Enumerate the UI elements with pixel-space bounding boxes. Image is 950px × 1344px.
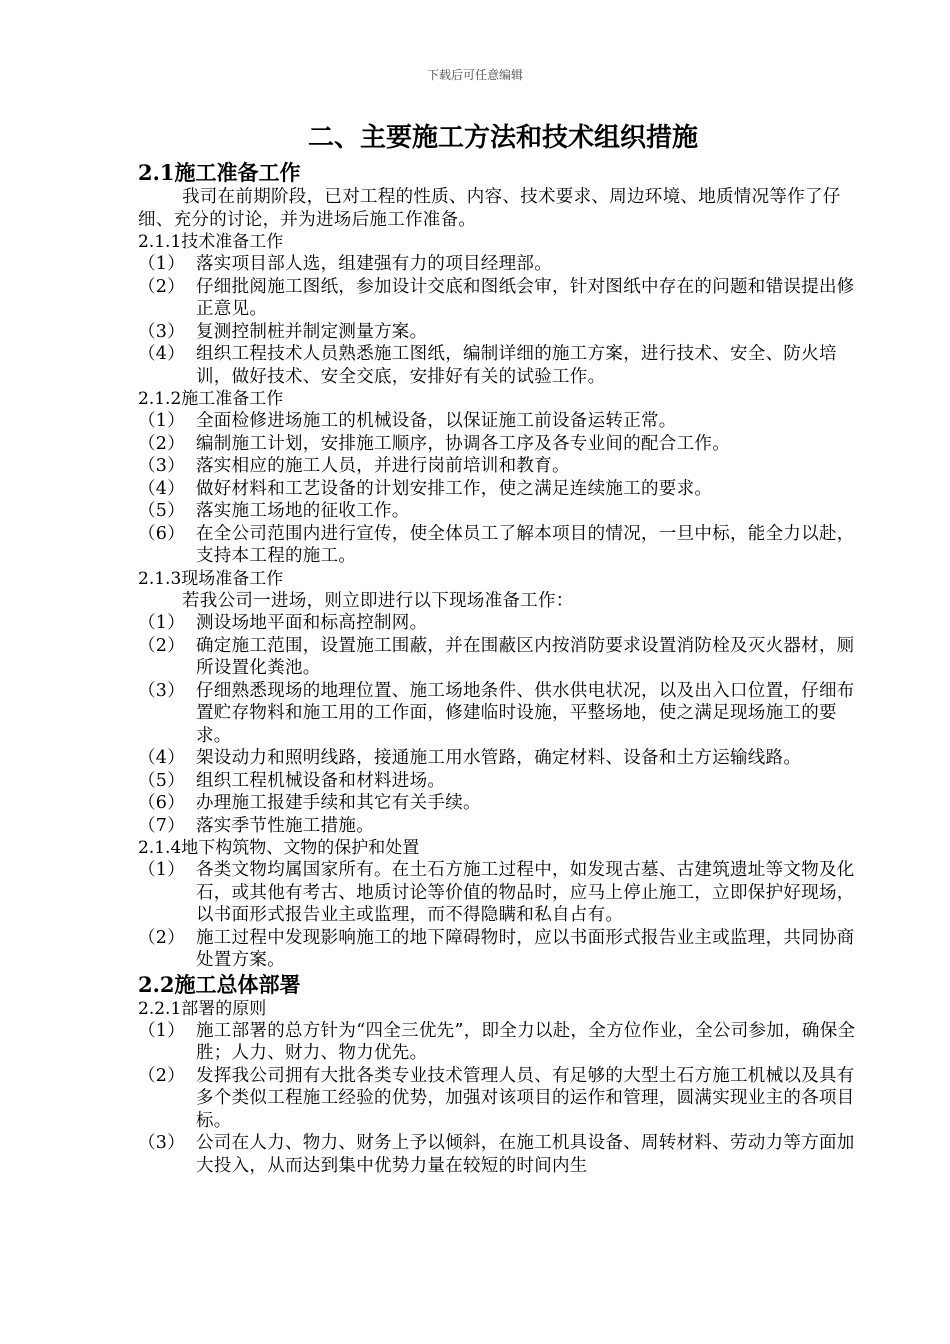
item-number: （5）: [138, 770, 186, 791]
item-text: 编制施工计划，安排施工顺序，协调各工序及各专业间的配合工作。: [196, 433, 730, 454]
list-item: [138, 343, 868, 388]
list-item: [138, 1020, 868, 1065]
subsection-intro: 若我公司一进场，则立即进行以下现场准备工作：: [182, 590, 574, 611]
item-text: 测设场地平面和标高控制网。: [196, 613, 428, 633]
item-number: （6）: [138, 793, 186, 813]
subsection-heading: 2.1.4地下构筑物、文物的保护和处置: [138, 838, 420, 858]
item-number: （2）: [138, 927, 186, 948]
list-item: [138, 523, 868, 568]
item-text: 做好材料和工艺设备的计划安排工作，使之满足连续施工的要求。: [196, 478, 713, 499]
list-item: [138, 680, 868, 748]
list-item: [138, 321, 868, 344]
document-title: 二、主要施工方法和技术组织措施: [307, 123, 698, 153]
list-item: [138, 815, 868, 838]
item-text: 落实施工场地的征收工作。: [196, 501, 410, 521]
item-number: （1）: [138, 860, 186, 880]
list-item: [138, 792, 868, 815]
item-text: 发挥我公司拥有大批各类专业技术管理人员、有足够的大型土石方施工机械以及具有多个类似工程施工经验的优势，加强对该项目的运作和管理，圆满实现业主的各项目标。: [196, 1065, 855, 1131]
subsection-heading: 2.1.1技术准备工作: [138, 232, 284, 252]
list-item: [138, 1065, 868, 1133]
subsection-heading: 2.2.1部署的原则: [138, 998, 267, 1019]
list-item: [138, 455, 868, 478]
list-item: [138, 612, 868, 635]
page-header-note: 下载后可任意编辑: [426, 68, 523, 82]
document-body: [138, 116, 868, 1177]
item-number: （4）: [138, 344, 186, 364]
item-text: 组织工程技术人员熟悉施工图纸，编制详细的施工方案，进行技术、安全、防火培训，做好技术、安全交底，安排好有关的试验工作。: [196, 344, 837, 387]
item-text: 复测控制桩并制定测量方案。: [196, 321, 428, 342]
item-number: （3）: [138, 1133, 186, 1153]
list-item: [138, 253, 868, 276]
list-item: [138, 433, 868, 456]
item-number: （4）: [138, 748, 186, 768]
item-text: 在全公司范围内进行宣传，使全体员工了解本项目的情况，一旦中标，能全力以赴，支持本工程的施工。: [196, 523, 855, 566]
subsection-heading: 2.1.3现场准备工作: [138, 568, 284, 589]
item-text: 架设动力和照明线路，接通施工用水管路，确定材料、设备和土方运输线路。: [196, 748, 802, 768]
item-text: 公司在人力、物力、财务上予以倾斜，在施工机具设备、周转材料、劳动力等方面加大投入，从而达到集中优势力量在较短的时间内生: [196, 1133, 855, 1176]
section-heading: 2.1施工准备工作: [138, 160, 301, 185]
item-text: 仔细批阅施工图纸，参加设计交底和图纸会审，针对图纸中存在的问题和错误提出修正意见。: [196, 276, 855, 319]
item-text: 各类文物均属国家所有。在土石方施工过程中，如发现古墓、古建筑遗址等文物及化石，或其他有考古、地质讨论等价值的物品时，应马上停止施工，立即保护好现场，以书面形式报告业主或监理，而不得隐瞒和私自占有。: [196, 860, 855, 925]
section-heading: 2.2施工总体部署: [138, 971, 301, 997]
item-text: 全面检修进场施工的机械设备，以保证施工前设备运转正常。: [196, 411, 677, 431]
item-number: （2）: [138, 276, 186, 297]
item-number: （7）: [138, 815, 186, 836]
item-number: （3）: [138, 321, 186, 342]
list-item: [138, 747, 868, 770]
item-number: （2）: [138, 433, 186, 454]
list-item: [138, 410, 868, 433]
item-text: 落实季节性施工措施。: [196, 815, 374, 836]
item-text: 施工部署的总方针为“四全三优先”，即全力以赴，全方位作业，全公司参加，确保全胜；人力、财力、物力优先。: [196, 1020, 856, 1063]
item-number: （1）: [138, 411, 186, 431]
item-number: （2）: [138, 635, 186, 656]
item-text: 组织工程机械设备和材料进场。: [196, 770, 446, 791]
item-text: 仔细熟悉现场的地理位置、施工场地条件、供水供电状况，以及出入口位置，仔细布置贮存物料和施工用的工作面，修建临时设施，平整场地，使之满足现场施工的要求。: [196, 680, 855, 746]
item-number: （2）: [138, 1065, 186, 1086]
list-item: [138, 276, 868, 321]
list-item: [138, 500, 868, 523]
item-number: （1）: [138, 254, 186, 274]
item-number: （5）: [138, 501, 186, 521]
list-item: [138, 927, 868, 972]
item-text: 确定施工范围，设置施工围蔽，并在围蔽区内按消防要求设置消防栓及灭火器材，厕所设置化粪池。: [196, 635, 855, 678]
item-text: 落实相应的施工人员，并进行岗前培训和教育。: [196, 456, 570, 476]
item-text: 施工过程中发现影响施工的地下障碍物时，应以书面形式报告业主或监理，共同协商处置方案。: [196, 927, 855, 970]
list-item: [138, 859, 868, 927]
list-item: [138, 478, 868, 501]
item-number: （3）: [138, 456, 186, 476]
item-number: （1）: [138, 1020, 186, 1041]
section-intro: 我司在前期阶段，已对工程的性质、内容、技术要求、周边环境、地质情况等作了仔细、充分的讨论，并为进场后施工作准备。: [138, 187, 841, 230]
list-item: [138, 770, 868, 793]
subsection-heading: 2.1.2施工准备工作: [138, 389, 284, 409]
item-number: （1）: [138, 613, 186, 633]
item-number: （3）: [138, 680, 186, 701]
list-item: [138, 635, 868, 680]
item-number: （4）: [138, 478, 186, 499]
list-item: [138, 1132, 868, 1177]
item-number: （6）: [138, 523, 186, 544]
item-text: 办理施工报建手续和其它有关手续。: [196, 793, 481, 813]
item-text: 落实项目部人选，组建强有力的项目经理部。: [196, 254, 552, 274]
